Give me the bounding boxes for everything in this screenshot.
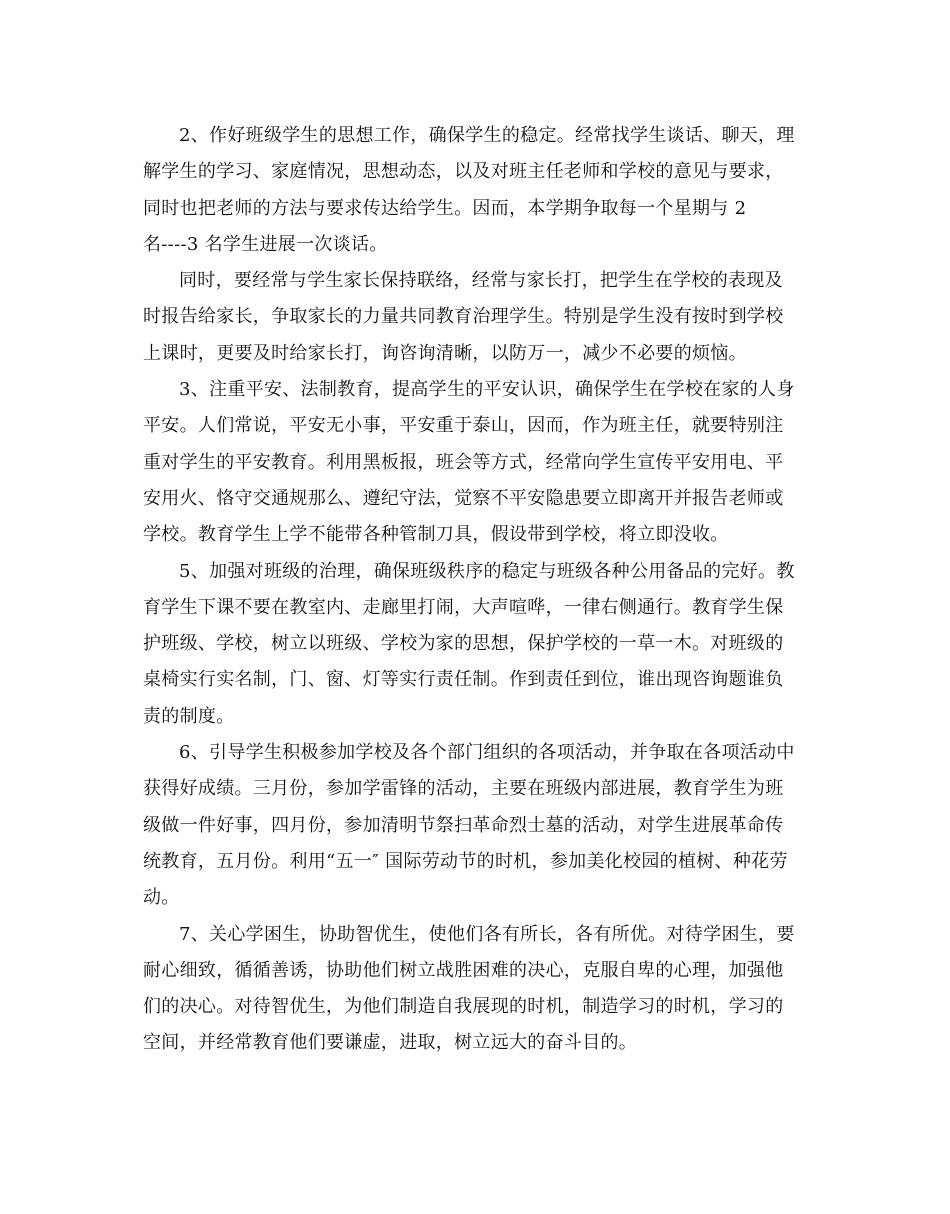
text-line: 同时也把老师的方法与要求传达给学生。因而，本学期争取每一个星期与 2 xyxy=(143,197,747,219)
paragraph-7 xyxy=(143,917,808,1062)
paragraph-2 xyxy=(143,118,808,263)
text-line: 平安。人们常说，平安无小事，平安重于泰山，因而，作为班主任，就要特别注 xyxy=(143,415,784,437)
text-line: 育学生下课不要在教室内、走廊里打闹，大声喧哗，一律右侧通行。教育学生保 xyxy=(143,596,784,618)
text-line: 统教育，五月份。利用“五一″ 国际劳动节的时机，参加美化校园的植树、种花劳 xyxy=(143,850,788,872)
text-line: 获得好成绩。三月份，参加学雷锋的活动，主要在班级内部进展，教育学生为班 xyxy=(143,778,784,800)
text-line: 安用火、恪守交通规那么、遵纪守法，觉察不平安隐患要立即离开并报告老师或 xyxy=(143,487,784,509)
text-line: 重对学生的平安教育。利用黑板报，班会等方式，经常向学生宣传平安用电、平 xyxy=(143,451,784,473)
text-line: 5、加强对班级的治理，确保班级秩序的稳定与班级各种公用备品的完好。教 xyxy=(179,560,795,582)
paragraph-3 xyxy=(143,372,808,553)
text-line: 动。 xyxy=(143,887,180,909)
document-body xyxy=(143,118,808,1062)
text-line: 6、引导学生积极参加学校及各个部门组织的各项活动，并争取在各项活动中 xyxy=(179,742,795,764)
text-line: 解学生的学习、家庭情况，思想动态，以及对班主任老师和学校的意见与要求， xyxy=(143,161,784,183)
text-line: 护班级、学校，树立以班级、学校为家的思想，保护学校的一草一木。对班级的 xyxy=(143,633,784,655)
text-line: 时报告给家长，争取家长的力量共同教育治理学生。特别是学生没有按时到学校 xyxy=(143,306,784,328)
text-line: 责的制度。 xyxy=(143,705,235,727)
text-line: 学校。教育学生上学不能带各种管制刀具，假设带到学校，将立即没收。 xyxy=(143,524,729,546)
text-line: 名----3 名学生进展一次谈话。 xyxy=(143,233,388,255)
text-line: 耐心细致，循循善诱，协助他们树立战胜困难的决心，克服自卑的心理，加强他 xyxy=(143,959,784,981)
text-line: 桌椅实行实名制，门、窗、灯等实行责任制。作到责任到位，谁出现咨询题谁负 xyxy=(143,669,784,691)
paragraph-parent-contact xyxy=(143,263,808,372)
text-line: 空间，并经常教育他们要谦虚，进取，树立远大的奋斗目的。 xyxy=(143,1032,638,1054)
text-line: 7、关心学困生，协助智优生，使他们各有所长，各有所优。对待学困生，要 xyxy=(179,923,795,945)
text-line: 们的决心。对待智优生，为他们制造自我展现的时机，制造学习的时机，学习的 xyxy=(143,996,784,1018)
text-line: 2、作好班级学生的思想工作，确保学生的稳定。经常找学生谈话、聊天，理 xyxy=(179,125,795,146)
text-line: 同时，要经常与学生家长保持联络，经常与家长打，把学生在学校的表现及 xyxy=(179,270,783,292)
text-line: 上课时，更要及时给家长打，询咨询清晰，以防万一，减少不必要的烦恼。 xyxy=(143,342,747,364)
paragraph-6 xyxy=(143,735,808,916)
paragraph-5 xyxy=(143,554,808,735)
text-line: 级做一件好事，四月份，参加清明节祭扫革命烈士墓的活动，对学生进展革命传 xyxy=(143,814,784,836)
text-line: 3、注重平安、法制教育，提高学生的平安认识，确保学生在学校在家的人身 xyxy=(179,379,795,401)
